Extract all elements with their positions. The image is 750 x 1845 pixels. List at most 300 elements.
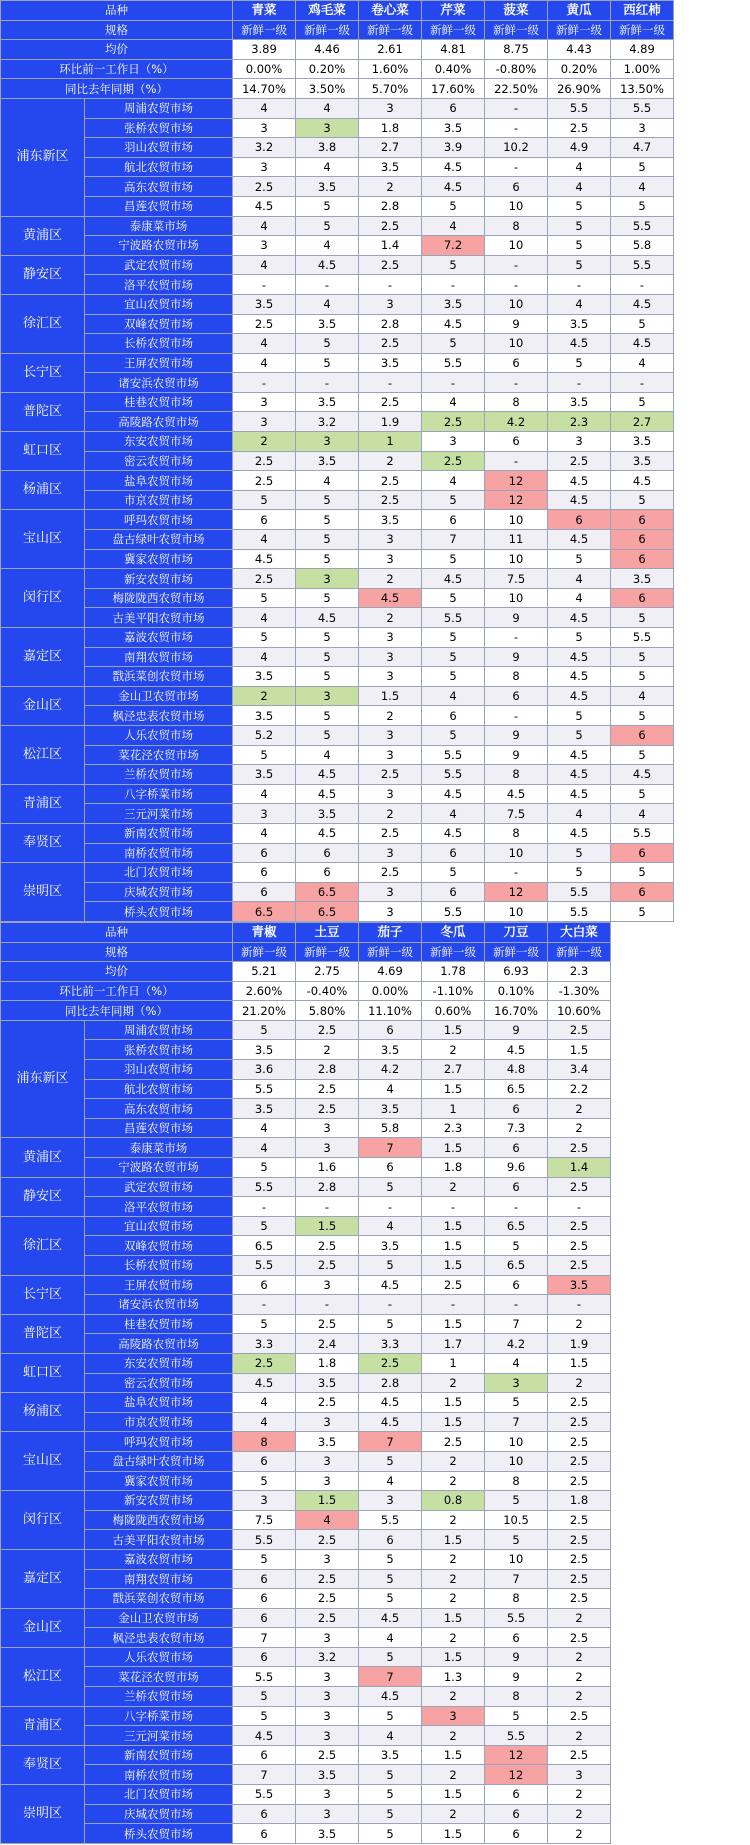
market-name: 羽山农贸市场 xyxy=(85,1060,233,1080)
price-cell: 2.8 xyxy=(359,314,422,334)
price-cell: 4 xyxy=(233,823,296,843)
price-cell: 2.5 xyxy=(359,334,422,354)
price-cell: - xyxy=(611,373,674,393)
price-cell: 5 xyxy=(485,1393,548,1413)
market-name: 诸安浜农贸市场 xyxy=(85,1295,233,1315)
spec-value: 新鲜一级 xyxy=(548,942,611,962)
price-cell: 10 xyxy=(485,1451,548,1471)
price-cell: 2.5 xyxy=(548,1177,611,1197)
price-cell: 3 xyxy=(359,882,422,902)
market-name: 航北农贸市场 xyxy=(85,157,233,177)
table-row xyxy=(1,138,674,158)
market-name: 人乐农贸市场 xyxy=(85,1647,233,1667)
price-cell: 3.5 xyxy=(233,667,296,687)
spec-value: 新鲜一级 xyxy=(296,942,359,962)
price-cell: 3.5 xyxy=(296,392,359,412)
price-cell: 3 xyxy=(296,1628,359,1648)
average-price-value: 4.46 xyxy=(296,40,359,60)
price-cell: 2 xyxy=(422,1471,485,1491)
market-name: 戬浜菜创农贸市场 xyxy=(85,667,233,687)
market-name: 双峰农贸市场 xyxy=(85,1236,233,1256)
mom-change-value: 1.00% xyxy=(611,59,674,79)
vegetable-name: 芹菜 xyxy=(422,1,485,21)
price-cell: 2.5 xyxy=(548,1471,611,1491)
table-row xyxy=(1,275,674,295)
price-cell: 10 xyxy=(485,294,548,314)
price-cell: 8 xyxy=(485,216,548,236)
mom-change-label: 环比前一工作日（%） xyxy=(1,981,233,1001)
price-cell: 5 xyxy=(485,1706,548,1726)
market-name: 三元河菜市场 xyxy=(85,1726,233,1746)
district-name: 奉贤区 xyxy=(1,823,85,862)
price-cell: 5 xyxy=(359,1785,422,1805)
price-cell: 6 xyxy=(233,1824,296,1844)
price-cell: 2 xyxy=(359,569,422,589)
price-cell: 2 xyxy=(422,1177,485,1197)
vegetable-name: 青菜 xyxy=(233,1,296,21)
table-row xyxy=(1,177,674,197)
table-row xyxy=(1,588,674,608)
price-cell: 3.5 xyxy=(359,157,422,177)
price-cell: 4.5 xyxy=(548,334,611,354)
price-cell: 1.9 xyxy=(359,412,422,432)
table-row xyxy=(1,1824,611,1844)
table-row xyxy=(1,1785,611,1805)
price-cell: 8 xyxy=(485,823,548,843)
price-cell: 3.9 xyxy=(422,138,485,158)
price-cell: 3 xyxy=(422,1706,485,1726)
market-name: 三元河菜市场 xyxy=(85,804,233,824)
district-name: 崇明区 xyxy=(1,1785,85,1844)
market-name: 长桥农贸市场 xyxy=(85,334,233,354)
price-cell: 5 xyxy=(548,236,611,256)
yoy-change-value: 5.70% xyxy=(359,79,422,99)
price-cell: 6 xyxy=(233,1569,296,1589)
price-cell: 6 xyxy=(485,686,548,706)
market-name: 周浦农贸市场 xyxy=(85,98,233,118)
price-cell: 6 xyxy=(485,1275,548,1295)
price-cell: 5.5 xyxy=(422,902,485,922)
spec-value: 新鲜一级 xyxy=(611,20,674,40)
price-cell: 4 xyxy=(296,236,359,256)
price-cell: 2 xyxy=(548,1667,611,1687)
price-cell: 5.5 xyxy=(422,765,485,785)
average-price-value: 3.89 xyxy=(233,40,296,60)
price-cell: 4.2 xyxy=(485,1334,548,1354)
market-name: 张桥农贸市场 xyxy=(85,1040,233,1060)
market-name: 王屏农贸市场 xyxy=(85,1275,233,1295)
price-cell: - xyxy=(296,373,359,393)
district-name: 金山区 xyxy=(1,686,85,725)
price-cell: 4 xyxy=(485,1353,548,1373)
market-name: 市京农贸市场 xyxy=(85,490,233,510)
price-cell: 6.5 xyxy=(485,1256,548,1276)
price-cell: 1.5 xyxy=(422,1745,485,1765)
price-cell: 2.5 xyxy=(233,314,296,334)
price-cell: 2.5 xyxy=(548,451,611,471)
price-cell: 1.5 xyxy=(422,1216,485,1236)
price-cell: - xyxy=(485,1197,548,1217)
price-cell: - xyxy=(359,1295,422,1315)
price-cell: 5 xyxy=(422,725,485,745)
market-name: 庆城农贸市场 xyxy=(85,1804,233,1824)
price-cell: 5 xyxy=(422,667,485,687)
table-row xyxy=(1,1314,611,1334)
price-cell: 1.4 xyxy=(548,1158,611,1178)
market-name: 宜山农贸市场 xyxy=(85,1216,233,1236)
table-row xyxy=(1,1118,611,1138)
price-cell: 5 xyxy=(611,902,674,922)
price-cell: 1.8 xyxy=(296,1353,359,1373)
price-cell: 3.6 xyxy=(233,1060,296,1080)
price-cell: 3 xyxy=(359,647,422,667)
price-cell: 4.5 xyxy=(359,1275,422,1295)
price-cell: 3.8 xyxy=(296,138,359,158)
price-cell: 2.5 xyxy=(422,1432,485,1452)
market-name: 菜花泾农贸市场 xyxy=(85,1667,233,1687)
market-name: 北门农贸市场 xyxy=(85,863,233,883)
price-cell: 2 xyxy=(422,1451,485,1471)
price-cell: 6 xyxy=(233,1451,296,1471)
price-cell: 2.5 xyxy=(548,1138,611,1158)
price-cell: 5 xyxy=(422,647,485,667)
vegetable-name: 青椒 xyxy=(233,922,296,942)
price-cell: 4 xyxy=(296,157,359,177)
price-cell: 4 xyxy=(548,804,611,824)
yoy-change-value: 22.50% xyxy=(485,79,548,99)
price-cell: - xyxy=(233,1295,296,1315)
price-cell: 5 xyxy=(611,745,674,765)
price-cell: 2 xyxy=(548,1608,611,1628)
market-name: 密云农贸市场 xyxy=(85,1373,233,1393)
mom-change-value: -1.30% xyxy=(548,981,611,1001)
price-cell: 3 xyxy=(359,549,422,569)
price-cell: 7.5 xyxy=(485,569,548,589)
district-name: 长宁区 xyxy=(1,353,85,392)
market-name: 新安农贸市场 xyxy=(85,569,233,589)
market-name: 盐阜农贸市场 xyxy=(85,471,233,491)
price-cell: 5.5 xyxy=(422,608,485,628)
price-cell: 8 xyxy=(485,667,548,687)
price-cell: 3.5 xyxy=(296,1765,359,1785)
table-row xyxy=(1,902,674,922)
table-row xyxy=(1,1138,611,1158)
table-row xyxy=(1,451,674,471)
table-row xyxy=(1,1451,611,1471)
market-name: 金山卫农贸市场 xyxy=(85,1608,233,1628)
price-cell: 4 xyxy=(359,1471,422,1491)
price-cell: 2.5 xyxy=(548,1589,611,1609)
average-price-value: 8.75 xyxy=(485,40,548,60)
vegetable-name: 西红柿 xyxy=(611,1,674,21)
price-cell: 7 xyxy=(485,1569,548,1589)
mom-change-value: 2.60% xyxy=(233,981,296,1001)
price-cell: 6 xyxy=(485,1099,548,1119)
price-cell: 2.5 xyxy=(296,1745,359,1765)
market-name: 庆城农贸市场 xyxy=(85,882,233,902)
price-cell: 4 xyxy=(422,392,485,412)
price-cell: 5 xyxy=(611,314,674,334)
price-cell: 5 xyxy=(233,1706,296,1726)
district-name: 浦东新区 xyxy=(1,98,85,216)
price-cell: 4 xyxy=(296,745,359,765)
table-row xyxy=(1,863,674,883)
district-name: 嘉定区 xyxy=(1,628,85,687)
district-name: 青浦区 xyxy=(1,1706,85,1745)
price-cell: 6 xyxy=(485,1785,548,1805)
price-cell: 7 xyxy=(422,530,485,550)
price-cell: 2 xyxy=(233,686,296,706)
market-name: 泰康菜市场 xyxy=(85,216,233,236)
district-name: 闵行区 xyxy=(1,1491,85,1550)
district-name: 长宁区 xyxy=(1,1275,85,1314)
market-name: 新南农贸市场 xyxy=(85,1745,233,1765)
price-cell: 5 xyxy=(611,706,674,726)
table-row xyxy=(1,1158,611,1178)
price-cell: 10 xyxy=(485,549,548,569)
price-cell: 2.5 xyxy=(233,569,296,589)
price-cell: 4 xyxy=(422,471,485,491)
market-name: 洛平农贸市场 xyxy=(85,1197,233,1217)
price-cell: 1.5 xyxy=(422,1138,485,1158)
price-cell: 2.5 xyxy=(548,1236,611,1256)
price-cell: 2.5 xyxy=(548,1216,611,1236)
price-cell: 2.8 xyxy=(296,1060,359,1080)
market-name: 菜花泾农贸市场 xyxy=(85,745,233,765)
mom-change-value: 0.20% xyxy=(548,59,611,79)
price-cell: 3 xyxy=(359,843,422,863)
spec-value: 新鲜一级 xyxy=(296,20,359,40)
table-row xyxy=(1,686,674,706)
price-cell: 5 xyxy=(233,1471,296,1491)
price-cell: 5 xyxy=(233,745,296,765)
price-cell: - xyxy=(485,628,548,648)
price-cell: 10 xyxy=(485,588,548,608)
price-cell: 1.5 xyxy=(422,1314,485,1334)
price-cell: 5 xyxy=(611,863,674,883)
district-name: 静安区 xyxy=(1,1177,85,1216)
price-cell: 5.5 xyxy=(233,1256,296,1276)
price-cell: 2.5 xyxy=(548,1706,611,1726)
price-cell: 8 xyxy=(233,1432,296,1452)
price-cell: 4 xyxy=(296,471,359,491)
price-cell: 5 xyxy=(422,490,485,510)
price-cell: 5.5 xyxy=(233,1785,296,1805)
price-cell: 3 xyxy=(359,745,422,765)
price-cell: 5 xyxy=(296,647,359,667)
price-cell: 3 xyxy=(233,236,296,256)
price-cell: 4.5 xyxy=(422,157,485,177)
price-cell: 2 xyxy=(422,1510,485,1530)
price-cell: 3.4 xyxy=(548,1060,611,1080)
price-cell: 5 xyxy=(548,843,611,863)
price-cell: 5 xyxy=(548,863,611,883)
market-name: 高东农贸市场 xyxy=(85,177,233,197)
market-name: 新安农贸市场 xyxy=(85,1491,233,1511)
price-cell: 7 xyxy=(233,1765,296,1785)
market-name: 王屏农贸市场 xyxy=(85,353,233,373)
price-cell: - xyxy=(485,275,548,295)
price-cell: 8 xyxy=(485,1687,548,1707)
price-cell: 5 xyxy=(548,255,611,275)
market-name: 洛平农贸市场 xyxy=(85,275,233,295)
header-row xyxy=(1,1,674,21)
price-cell: 3 xyxy=(233,1491,296,1511)
price-cell: 4.5 xyxy=(611,765,674,785)
price-cell: 6 xyxy=(359,1158,422,1178)
table-row xyxy=(1,236,674,256)
price-cell: 7 xyxy=(233,1628,296,1648)
price-cell: 2.5 xyxy=(548,1510,611,1530)
price-cell: 2.5 xyxy=(548,118,611,138)
price-cell: 5 xyxy=(611,608,674,628)
market-name: 枫泾忠表农贸市场 xyxy=(85,706,233,726)
price-cell: 5.5 xyxy=(233,1667,296,1687)
price-cell: 6 xyxy=(296,843,359,863)
price-cell: 3 xyxy=(359,294,422,314)
price-cell: 5 xyxy=(611,157,674,177)
price-cell: 2.3 xyxy=(422,1118,485,1138)
mom-change-row xyxy=(1,59,674,79)
price-cell: 2.5 xyxy=(548,1412,611,1432)
price-cell: 3.2 xyxy=(296,1647,359,1667)
price-cell: 3 xyxy=(296,1412,359,1432)
yoy-change-value: 13.50% xyxy=(611,79,674,99)
price-cell: 6 xyxy=(233,510,296,530)
price-cell: 5 xyxy=(422,255,485,275)
price-cell: 2 xyxy=(233,432,296,452)
district-name: 黄浦区 xyxy=(1,1138,85,1177)
price-cell: 6 xyxy=(233,1589,296,1609)
price-cell: - xyxy=(296,275,359,295)
table-row xyxy=(1,1393,611,1413)
price-cell: 4 xyxy=(422,804,485,824)
price-cell: 6 xyxy=(485,1804,548,1824)
price-cell: 5.5 xyxy=(422,745,485,765)
price-cell: 4.5 xyxy=(548,608,611,628)
price-cell: 3.5 xyxy=(296,1373,359,1393)
price-cell: 5 xyxy=(611,667,674,687)
market-name: 嘉波农贸市场 xyxy=(85,628,233,648)
district-name: 黄浦区 xyxy=(1,216,85,255)
price-cell: 6 xyxy=(233,1804,296,1824)
vegetable-name: 茄子 xyxy=(359,922,422,942)
price-cell: 4.5 xyxy=(233,196,296,216)
district-name: 徐汇区 xyxy=(1,294,85,353)
yoy-change-value: 16.70% xyxy=(485,1001,548,1021)
price-cell: 3 xyxy=(359,725,422,745)
price-cell: 3.5 xyxy=(422,118,485,138)
market-name: 嘉波农贸市场 xyxy=(85,1549,233,1569)
table-row xyxy=(1,334,674,354)
price-cell: 5 xyxy=(359,1647,422,1667)
average-price-value: 1.78 xyxy=(422,962,485,982)
table-row xyxy=(1,608,674,628)
price-cell: 2.8 xyxy=(296,1177,359,1197)
price-cell: 2.8 xyxy=(359,196,422,216)
market-name: 古美平阳农贸市场 xyxy=(85,608,233,628)
vegetable-name: 刀豆 xyxy=(485,922,548,942)
price-cell: 3.5 xyxy=(296,1432,359,1452)
spec-value: 新鲜一级 xyxy=(548,20,611,40)
price-cell: 4.5 xyxy=(296,784,359,804)
price-cell: 2.5 xyxy=(359,823,422,843)
price-cell: 3.2 xyxy=(233,138,296,158)
table-row xyxy=(1,1079,611,1099)
price-cell: 2 xyxy=(422,1765,485,1785)
price-cell: - xyxy=(485,98,548,118)
price-cell: 2 xyxy=(422,1687,485,1707)
price-cell: 6 xyxy=(611,549,674,569)
price-cell: 6.5 xyxy=(485,1079,548,1099)
price-cell: 6 xyxy=(485,353,548,373)
price-cell: 4 xyxy=(359,1216,422,1236)
price-cell: 3.5 xyxy=(548,1275,611,1295)
price-cell: 8 xyxy=(485,765,548,785)
spec-value: 新鲜一级 xyxy=(422,20,485,40)
price-cell: 4.5 xyxy=(422,177,485,197)
market-name: 梅陇陇西农贸市场 xyxy=(85,588,233,608)
price-cell: 3 xyxy=(296,1138,359,1158)
price-cell: 5.5 xyxy=(548,98,611,118)
price-cell: 7 xyxy=(485,1314,548,1334)
price-cell: 4.5 xyxy=(485,1040,548,1060)
district-name: 松江区 xyxy=(1,1647,85,1706)
price-cell: - xyxy=(422,1197,485,1217)
table-row xyxy=(1,1295,611,1315)
price-cell: 3 xyxy=(296,1471,359,1491)
table-row xyxy=(1,314,674,334)
table-row xyxy=(1,1510,611,1530)
district-name: 宝山区 xyxy=(1,1432,85,1491)
price-cell: 6 xyxy=(233,843,296,863)
district-name: 嘉定区 xyxy=(1,1549,85,1608)
price-cell: 3.2 xyxy=(296,412,359,432)
market-name: 冀家农贸市场 xyxy=(85,1471,233,1491)
price-cell: 7.2 xyxy=(422,236,485,256)
table-row xyxy=(1,1060,611,1080)
price-cell: 10.5 xyxy=(485,1510,548,1530)
price-cell: 8 xyxy=(485,1471,548,1491)
price-cell: 6.5 xyxy=(296,882,359,902)
price-cell: 9.6 xyxy=(485,1158,548,1178)
spec-value: 新鲜一级 xyxy=(359,20,422,40)
price-cell: 8 xyxy=(485,392,548,412)
price-cell: - xyxy=(359,1197,422,1217)
price-cell: 1 xyxy=(359,432,422,452)
vegetable-name: 卷心菜 xyxy=(359,1,422,21)
table-row xyxy=(1,530,674,550)
price-cell: 5 xyxy=(233,588,296,608)
price-cell: 3 xyxy=(359,1491,422,1511)
price-cell: 3.5 xyxy=(611,569,674,589)
mom-change-value: -0.40% xyxy=(296,981,359,1001)
table-row xyxy=(1,1373,611,1393)
price-cell: 5 xyxy=(611,784,674,804)
price-cell: 2 xyxy=(359,177,422,197)
price-cell: 6 xyxy=(359,1020,422,1040)
price-cell: 8 xyxy=(485,1589,548,1609)
district-name: 杨浦区 xyxy=(1,1393,85,1432)
mom-change-value: -0.80% xyxy=(485,59,548,79)
market-name: 宁波路农贸市场 xyxy=(85,236,233,256)
price-cell: 6 xyxy=(611,510,674,530)
price-cell: 9 xyxy=(485,745,548,765)
price-cell: 5 xyxy=(233,1216,296,1236)
price-cell: 5 xyxy=(359,1824,422,1844)
table-row xyxy=(1,569,674,589)
price-cell: 5 xyxy=(233,490,296,510)
